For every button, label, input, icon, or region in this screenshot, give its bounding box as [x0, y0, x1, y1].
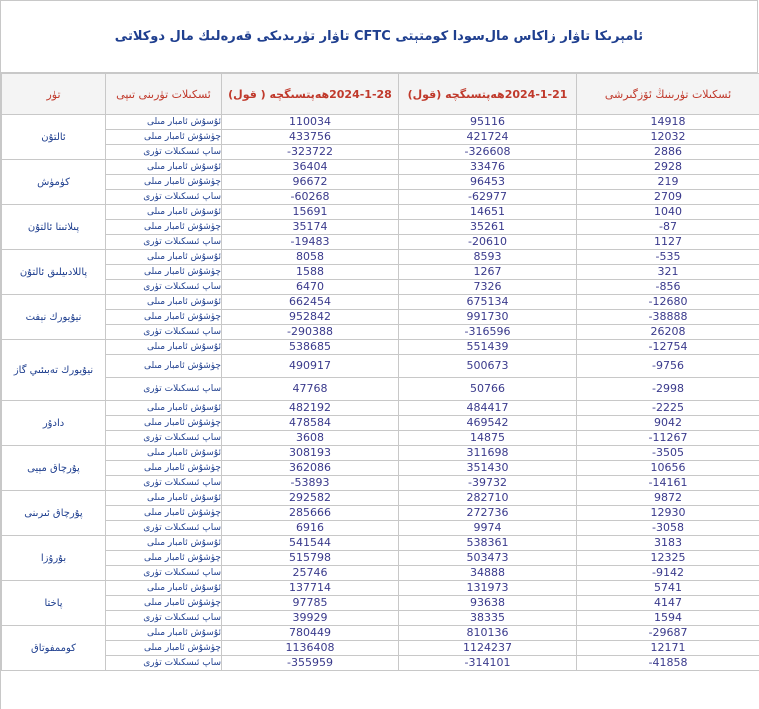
- value-date2: 7326: [399, 280, 577, 295]
- table-row: [2, 461, 759, 476]
- table-row: [2, 205, 759, 220]
- table-row: [2, 626, 759, 641]
- value-date2: 503473: [399, 551, 577, 566]
- table-row: [2, 446, 759, 461]
- value-date1: -53893: [222, 476, 399, 491]
- value-change: 10656: [577, 461, 759, 476]
- table-row: [2, 581, 759, 596]
- position-type: ئۇسۇش ئامبار مىلى: [106, 205, 222, 220]
- value-date2: 1267: [399, 265, 577, 280]
- position-type: چۈشۇش ئامبار مىلى: [106, 506, 222, 521]
- table-row: [2, 310, 759, 325]
- value-date2: 810136: [399, 626, 577, 641]
- table-row: [2, 566, 759, 581]
- header-row: [2, 74, 759, 115]
- value-date1: 6916: [222, 521, 399, 536]
- position-type: چۈشۇش ئامبار مىلى: [106, 641, 222, 656]
- table-row: [2, 378, 759, 401]
- value-date2: 272736: [399, 506, 577, 521]
- table-row: [2, 280, 759, 295]
- table-body: [2, 115, 759, 671]
- value-date2: 131973: [399, 581, 577, 596]
- value-date2: 1124237: [399, 641, 577, 656]
- value-date2: 351430: [399, 461, 577, 476]
- position-type: ئۇسۇش ئامبار مىلى: [106, 250, 222, 265]
- table-row: [2, 491, 759, 506]
- value-change: 2709: [577, 190, 759, 205]
- value-date1: 490917: [222, 355, 399, 378]
- value-date1: 1588: [222, 265, 399, 280]
- value-change: 5741: [577, 581, 759, 596]
- table-row: [2, 115, 759, 130]
- value-date1: 662454: [222, 295, 399, 310]
- value-change: -3058: [577, 521, 759, 536]
- position-type: ئۇسۇش ئامبار مىلى: [106, 401, 222, 416]
- value-date1: 362086: [222, 461, 399, 476]
- position-type: ئۇسۇش ئامبار مىلى: [106, 115, 222, 130]
- value-date2: 311698: [399, 446, 577, 461]
- value-date1: 97785: [222, 596, 399, 611]
- value-date2: 95116: [399, 115, 577, 130]
- value-date2: 93638: [399, 596, 577, 611]
- value-date1: 35174: [222, 220, 399, 235]
- value-change: -2998: [577, 378, 759, 401]
- value-change: 2886: [577, 145, 759, 160]
- table-row: [2, 295, 759, 310]
- value-change: -29687: [577, 626, 759, 641]
- position-type: چۈشۇش ئامبار مىلى: [106, 265, 222, 280]
- value-change: 219: [577, 175, 759, 190]
- value-change: -41858: [577, 656, 759, 671]
- position-type: چۈشۇش ئامبار مىلى: [106, 355, 222, 378]
- value-date2: 8593: [399, 250, 577, 265]
- commodity-name: پاللادىيلىق ئالتۇن: [2, 250, 106, 295]
- position-type: ساپ ئىسكىلات تۈرى: [106, 280, 222, 295]
- position-type: ساپ ئىسكىلات تۈرى: [106, 145, 222, 160]
- commodity-name: دادۇر: [2, 401, 106, 446]
- value-date1: 36404: [222, 160, 399, 175]
- commodity-name: كوممفوتاق: [2, 626, 106, 671]
- position-type: ساپ ئىسكىلات تۈرى: [106, 611, 222, 626]
- value-date2: -62977: [399, 190, 577, 205]
- value-date1: 538685: [222, 340, 399, 355]
- cftc-table: [1, 73, 759, 671]
- header-commodity: تۈر: [2, 74, 106, 115]
- report-title: ئامېرىكا تاۋار زاكاس مال‌سودا كومتېتى CFTC تاۋار تۈرىدىكى قەرەلىك مال دوكلاتى: [1, 1, 758, 73]
- value-date1: -60268: [222, 190, 399, 205]
- value-date2: -314101: [399, 656, 577, 671]
- table-row: [2, 160, 759, 175]
- table-row: [2, 416, 759, 431]
- value-change: -856: [577, 280, 759, 295]
- value-date1: 515798: [222, 551, 399, 566]
- value-date1: 137714: [222, 581, 399, 596]
- position-type: چۈشۇش ئامبار مىلى: [106, 220, 222, 235]
- table-row: [2, 551, 759, 566]
- commodity-name: پۇرچاق مېيى: [2, 446, 106, 491]
- value-date1: 292582: [222, 491, 399, 506]
- header-type: ئسكىلات تۈرىنى تىپى: [106, 74, 222, 115]
- value-change: 14918: [577, 115, 759, 130]
- table-row: [2, 325, 759, 340]
- table-row: [2, 340, 759, 355]
- position-type: ئۇسۇش ئامبار مىلى: [106, 536, 222, 551]
- value-change: 4147: [577, 596, 759, 611]
- table-row: [2, 506, 759, 521]
- value-change: 2928: [577, 160, 759, 175]
- table-row: [2, 265, 759, 280]
- value-date1: 96672: [222, 175, 399, 190]
- table-row: [2, 611, 759, 626]
- value-date2: 421724: [399, 130, 577, 145]
- value-date1: 39929: [222, 611, 399, 626]
- position-type: ئۇسۇش ئامبار مىلى: [106, 295, 222, 310]
- value-date2: -39732: [399, 476, 577, 491]
- value-date1: 6470: [222, 280, 399, 295]
- table-row: [2, 536, 759, 551]
- value-date1: 952842: [222, 310, 399, 325]
- value-change: -38888: [577, 310, 759, 325]
- value-date2: 34888: [399, 566, 577, 581]
- table-row: [2, 431, 759, 446]
- position-type: چۈشۇش ئامبار مىلى: [106, 416, 222, 431]
- value-date1: -355959: [222, 656, 399, 671]
- value-date1: 482192: [222, 401, 399, 416]
- commodity-name: نيۇيورك نېفت: [2, 295, 106, 340]
- value-date2: 38335: [399, 611, 577, 626]
- commodity-name: كۈمۈش: [2, 160, 106, 205]
- table-row: [2, 355, 759, 378]
- position-type: چۈشۇش ئامبار مىلى: [106, 310, 222, 325]
- value-change: 12930: [577, 506, 759, 521]
- value-date1: 3608: [222, 431, 399, 446]
- value-change: -11267: [577, 431, 759, 446]
- position-type: ساپ ئىسكىلات تۈرى: [106, 325, 222, 340]
- position-type: چۈشۇش ئامبار مىلى: [106, 461, 222, 476]
- value-date2: -316596: [399, 325, 577, 340]
- value-date1: 25746: [222, 566, 399, 581]
- value-date1: 285666: [222, 506, 399, 521]
- table-row: [2, 476, 759, 491]
- position-type: ساپ ئىسكىلات تۈرى: [106, 656, 222, 671]
- value-change: -12754: [577, 340, 759, 355]
- table-row: [2, 641, 759, 656]
- value-change: 12325: [577, 551, 759, 566]
- value-date1: 47768: [222, 378, 399, 401]
- position-type: ساپ ئىسكىلات تۈرى: [106, 190, 222, 205]
- value-change: -9756: [577, 355, 759, 378]
- position-type: ساپ ئىسكىلات تۈرى: [106, 378, 222, 401]
- value-date1: 780449: [222, 626, 399, 641]
- table-row: [2, 596, 759, 611]
- value-date2: 9974: [399, 521, 577, 536]
- value-date2: -20610: [399, 235, 577, 250]
- table-row: [2, 235, 759, 250]
- value-change: 9872: [577, 491, 759, 506]
- value-date2: 551439: [399, 340, 577, 355]
- position-type: ئۇسۇش ئامبار مىلى: [106, 581, 222, 596]
- value-date1: 8058: [222, 250, 399, 265]
- value-date2: 675134: [399, 295, 577, 310]
- table-row: [2, 175, 759, 190]
- table-row: [2, 521, 759, 536]
- table-row: [2, 401, 759, 416]
- position-type: چۈشۇش ئامبار مىلى: [106, 175, 222, 190]
- value-date1: 1136408: [222, 641, 399, 656]
- value-date2: 500673: [399, 355, 577, 378]
- table-row: [2, 250, 759, 265]
- value-date2: 14875: [399, 431, 577, 446]
- value-change: 12171: [577, 641, 759, 656]
- value-change: 321: [577, 265, 759, 280]
- commodity-name: ئالتۇن: [2, 115, 106, 160]
- value-date2: 14651: [399, 205, 577, 220]
- commodity-name: نيۇيورك تەبىئىي گاز: [2, 340, 106, 401]
- value-date1: 110034: [222, 115, 399, 130]
- value-change: -2225: [577, 401, 759, 416]
- value-change: -3505: [577, 446, 759, 461]
- position-type: چۈشۇش ئامبار مىلى: [106, 130, 222, 145]
- value-date1: -290388: [222, 325, 399, 340]
- value-date2: 538361: [399, 536, 577, 551]
- value-change: -14161: [577, 476, 759, 491]
- position-type: ئۇسۇش ئامبار مىلى: [106, 626, 222, 641]
- position-type: ئۇسۇش ئامبار مىلى: [106, 491, 222, 506]
- commodity-name: بۇرۇزا: [2, 536, 106, 581]
- value-change: 12032: [577, 130, 759, 145]
- value-date1: 541544: [222, 536, 399, 551]
- header-date2: 2024-1-21ھەپتسىگچە (قول): [399, 74, 577, 115]
- commodity-name: پۇرچاق ئىرىنى: [2, 491, 106, 536]
- value-date1: -323722: [222, 145, 399, 160]
- value-date2: 50766: [399, 378, 577, 401]
- value-date2: 35261: [399, 220, 577, 235]
- value-change: -87: [577, 220, 759, 235]
- value-date1: 308193: [222, 446, 399, 461]
- position-type: ئۇسۇش ئامبار مىلى: [106, 160, 222, 175]
- value-change: 3183: [577, 536, 759, 551]
- table-row: [2, 220, 759, 235]
- position-type: ساپ ئىسكىلات تۈرى: [106, 431, 222, 446]
- position-type: چۈشۇش ئامبار مىلى: [106, 596, 222, 611]
- value-date2: 484417: [399, 401, 577, 416]
- position-type: ساپ ئىسكىلات تۈرى: [106, 476, 222, 491]
- value-change: 1127: [577, 235, 759, 250]
- value-date2: -326608: [399, 145, 577, 160]
- value-date1: 478584: [222, 416, 399, 431]
- value-change: -12680: [577, 295, 759, 310]
- table-row: [2, 190, 759, 205]
- header-change: ئسكىلات تۈرىنىڭ ئۆزگىرشى: [577, 74, 759, 115]
- position-type: ئۇسۇش ئامبار مىلى: [106, 340, 222, 355]
- position-type: چۈشۇش ئامبار مىلى: [106, 551, 222, 566]
- value-date2: 282710: [399, 491, 577, 506]
- value-change: 1040: [577, 205, 759, 220]
- table-row: [2, 656, 759, 671]
- header-date1: 2024-1-28ھەپتسىگچە ( قول): [222, 74, 399, 115]
- value-date1: 15691: [222, 205, 399, 220]
- position-type: ئۇسۇش ئامبار مىلى: [106, 446, 222, 461]
- value-date1: -19483: [222, 235, 399, 250]
- value-change: -535: [577, 250, 759, 265]
- position-type: ساپ ئىسكىلات تۈرى: [106, 566, 222, 581]
- value-change: 1594: [577, 611, 759, 626]
- value-date2: 991730: [399, 310, 577, 325]
- position-type: ساپ ئىسكىلات تۈرى: [106, 235, 222, 250]
- table-row: [2, 130, 759, 145]
- value-date1: 433756: [222, 130, 399, 145]
- value-date2: 469542: [399, 416, 577, 431]
- value-change: 9042: [577, 416, 759, 431]
- position-type: ساپ ئىسكىلات تۈرى: [106, 521, 222, 536]
- commodity-name: پىلاتىنا ئالتۇن: [2, 205, 106, 250]
- table-row: [2, 145, 759, 160]
- commodity-name: پاختا: [2, 581, 106, 626]
- value-change: -9142: [577, 566, 759, 581]
- value-change: 26208: [577, 325, 759, 340]
- value-date2: 33476: [399, 160, 577, 175]
- value-date2: 96453: [399, 175, 577, 190]
